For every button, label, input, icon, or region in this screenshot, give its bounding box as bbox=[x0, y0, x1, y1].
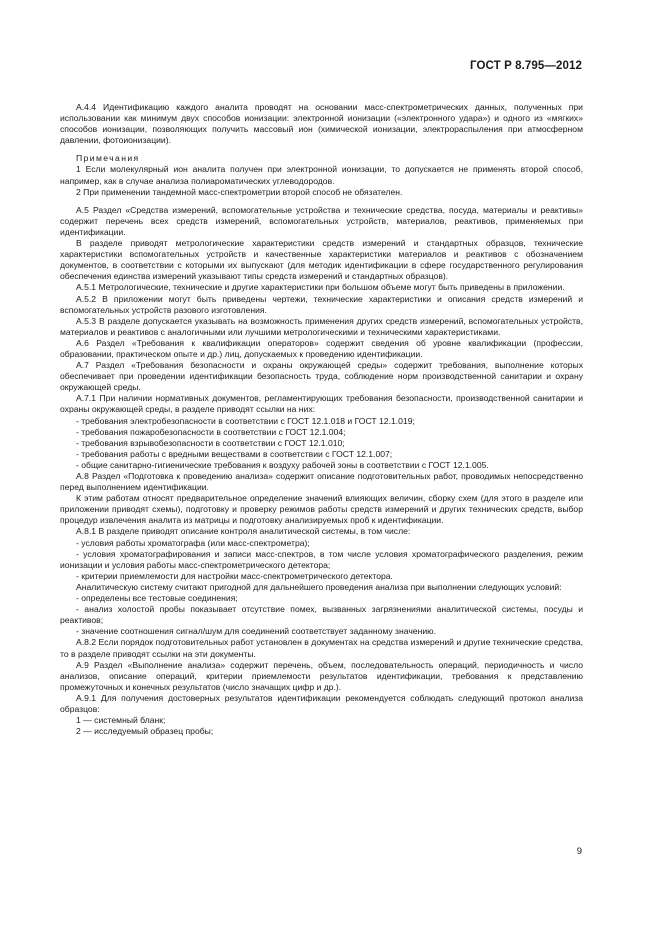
list-item: - общие санитарно-гигиенические требования к воздуху рабочей зоны в соответствии с ГОСТ 12.1.005. bbox=[76, 459, 489, 470]
paragraph-a53: А.5.3 В разделе допускается указывать на возможность применения других средств измерений, вспомогательных устройств, материалов и реактивов с аналогичными или лучшими метрологическими и техническими характеристиками. bbox=[60, 315, 583, 337]
paragraph-a82: А.8.2 Если порядок подготовительных работ установлен в документах на средства измерений и другие технические средства, то в разделе приводят ссылки на эти документы. bbox=[60, 637, 583, 659]
list-item: - требования взрывобезопасности в соответствии с ГОСТ 12.1.010; bbox=[76, 437, 345, 448]
paragraph-a71: А.7.1 При наличии нормативных документов, регламентирующих требования безопасности, производственной санитарии и охраны окружающей среды, в разделе приводят ссылки на них: bbox=[60, 393, 583, 415]
list-item: - требования работы с вредными веществами в соответствии с ГОСТ 12.1.007; bbox=[76, 448, 393, 459]
document-body bbox=[60, 102, 583, 737]
list-item: - критерии приемлемости для настройки масс-спектрометрического детектора. bbox=[76, 570, 393, 581]
paragraph-system-suitability: Аналитическую систему считают пригодной для дальнейшего проведения анализа при выполнении следующих условий: bbox=[76, 581, 562, 592]
paragraph-a52: А.5.2 В приложении могут быть приведены чертежи, технические характеристики и описания средств измерений и вспомогательных устройств разового изготовления. bbox=[60, 293, 583, 315]
list-item: - требования электробезопасности в соответствии с ГОСТ 12.1.018 и ГОСТ 12.1.019; bbox=[76, 415, 415, 426]
list-item: - анализ холостой пробы показывает отсутствие помех, вызванных загрязнениями аналитической системы, посуды и реактивов; bbox=[60, 604, 583, 626]
paragraph-a7: А.7 Раздел «Требования безопасности и охраны окружающей среды» содержит требования, выполнение которых обеспечивает при проведении идентификации безопасность труда, соблюдение норм производственной санитарии и охрану окружающей среды. bbox=[60, 360, 583, 393]
paragraph-a5-detail: В разделе приводят метрологические характеристики средств измерений и стандартных образцов, технические характеристики вспомогательных устройств и качественные характеристики материалов и реактивов с обозначением документов, в соответствии с которыми их выпускают (для методик идентификации в сфере государственного регулирования обеспечения единства измерений указывают типы средств измерений и стандартных образцов). bbox=[60, 238, 583, 282]
list-item: - требования пожаробезопасности в соответствии с ГОСТ 12.1.004; bbox=[76, 426, 346, 437]
page-number: 9 bbox=[576, 846, 582, 857]
list-item: - значение соотношения сигнал/шум для соединений соответствует заданному значению. bbox=[76, 626, 436, 637]
note-2: 2 При применении тандемной масс-спектрометрии второй способ не обязателен. bbox=[76, 186, 403, 197]
paragraph-a81: А.8.1 В разделе приводят описание контроля аналитической системы, в том числе: bbox=[76, 526, 411, 537]
list-item: 2 — исследуемый образец пробы; bbox=[76, 726, 214, 737]
paragraph-a8-detail: К этим работам относят предварительное определение значений влияющих величин, сборку схем (для этого в разделе или приложении приводят схемы), подготовку и проверку режимов работы средств измерений и других технических средств, выбор процедур извлечения аналита из матрицы и подготовку анализируемых проб к идентификации. bbox=[60, 493, 583, 526]
paragraph-a44: А.4.4 Идентификацию каждого аналита проводят на основании масс-спектрометрических данных, полученных при использовании как минимум двух способов ионизации: электронной ионизации («электронного удара») и одного из «мягких» способов ионизации, позволяющих получить массовый ион (химической ионизации, электрораспыления при атмосферном давлении, фотоионизации). bbox=[60, 102, 583, 146]
paragraph-a6: А.6 Раздел «Требования к квалификации операторов» содержит сведения об уровне квалификации (профессии, образовании, практическом опыте и др.) лиц, допускаемых к проведению идентификации. bbox=[60, 337, 583, 359]
document-header-code: ГОСТ Р 8.795—2012 bbox=[470, 60, 582, 72]
note-1: 1 Если молекулярный ион аналита получен при электронной ионизации, то допускается не применять второй способ, например, как в случае анализа полиароматических углеводородов. bbox=[60, 164, 583, 186]
paragraph-a5: А.5 Раздел «Средства измерений, вспомогательные устройства и технические средства, посуда, материалы и реактивы» содержит перечень всех средств измерений, вспомогательных устройств, материалов, реактивов, применяемых при идентификации. bbox=[60, 204, 583, 237]
list-item: 1 — системный бланк; bbox=[76, 715, 166, 726]
paragraph-a91: А.9.1 Для получения достоверных результатов идентификации рекомендуется соблюдать следующий протокол анализа образцов: bbox=[60, 692, 583, 714]
paragraph-a9: А.9 Раздел «Выполнение анализа» содержит перечень, объем, последовательность операций, периодичность и число анализов, описание операций, критерии приемлемости результатов идентификации, требования к представлению промежуточных и конечных результатов (число значащих цифр и др.). bbox=[60, 659, 583, 692]
notes-heading: Примечания bbox=[76, 153, 140, 164]
paragraph-a8: А.8 Раздел «Подготовка к проведению анализа» содержит описание подготовительных работ, проводимых непосредственно перед выполнением идентификации. bbox=[60, 471, 583, 493]
paragraph-a51: А.5.1 Метрологические, технические и другие характеристики при большом объеме могут быть приведены в приложении. bbox=[76, 282, 565, 293]
list-item: - условия работы хроматографа (или масс-спектрометра); bbox=[76, 537, 310, 548]
list-item: - определены все тестовые соединения; bbox=[76, 593, 238, 604]
list-item: - условия хроматографирования и записи масс-спектров, в том числе условия хроматографического разделения, режим ионизации и условия работы масс-спектрометрического детектора; bbox=[60, 548, 583, 570]
